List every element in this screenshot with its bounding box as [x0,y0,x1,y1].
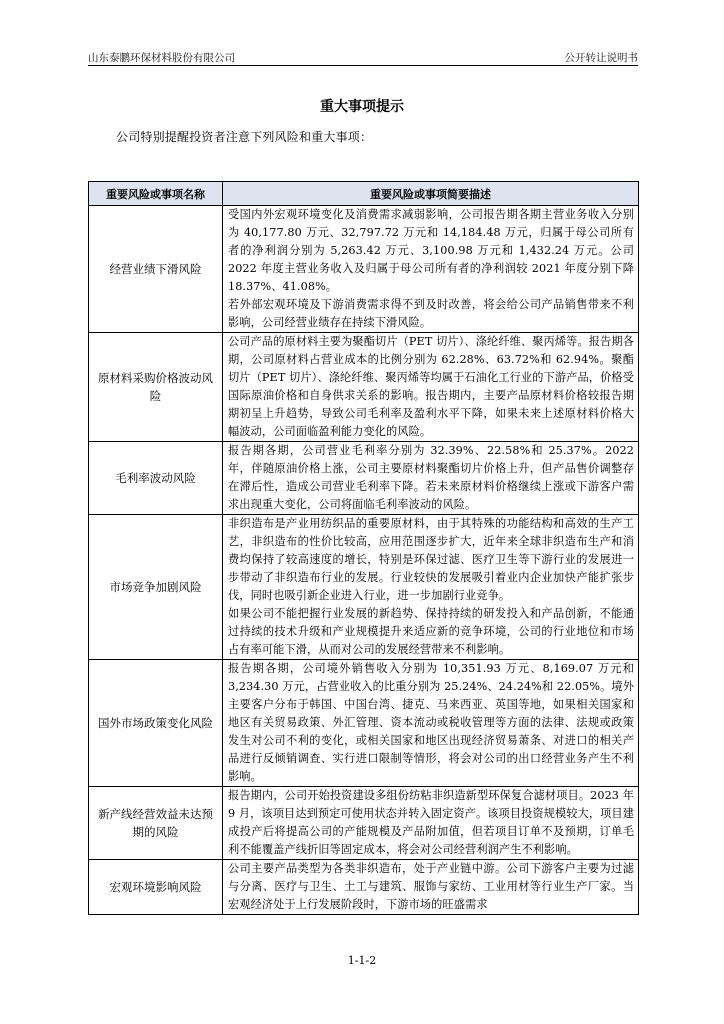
description-paragraph: 如果公司不能把握行业发展的新趋势、保持持续的研发投入和产品创新，不能通过持续的技术升级和产业规模提升来适应新的竞争环境，公司的行业地位和市场占有率可能下滑，从而对公司的发展经营带来不利影响。 [228,607,634,656]
risk-description [223,206,639,333]
risk-table [88,181,639,915]
column-header-name: 重要风险或事项名称 [89,182,223,206]
description-paragraph: 受国内外宏观环境变化及消费需求减弱影响，公司报告期各期主营业务收入分别为 40,177.80 万元、32,797.72 万元和 14,184.48 万元，归属于母公司所有者的净利润分别为 5,263.42 万元、3,100.98 万元和 1,432.24 万元。公司 2022 年度主营业务收入及归属于母公司所有者的净利润较 2021 年度分别下降 18.37%、41.08%。 [228,208,634,293]
table-row [89,206,639,333]
description-paragraph: 若外部宏观环境及下游消费需求得不到及时改善，将会给公司产品销售带来不利影响，公司经营业绩存在持续下滑风险。 [228,298,634,329]
risk-description [223,787,639,860]
risk-description [223,442,639,515]
header-company-name: 山东泰鹏环保材料股份有限公司 [88,52,235,64]
table-row [89,515,639,660]
risk-description [223,515,639,660]
risk-name: 经营业绩下滑风险 [89,206,223,333]
risk-name: 新产线经营效益未达预期的风险 [89,787,223,860]
risk-description [223,333,639,442]
risk-name: 毛利率波动风险 [89,442,223,515]
risk-name: 宏观环境影响风险 [89,860,223,915]
risk-name: 原材料采购价格波动风险 [89,333,223,442]
description-paragraph: 公司产品的原材料主要为聚酯切片（PET 切片）、涤纶纤维、聚丙烯等。报告期各期，公司原材料占营业成本的比例分别为 62.28%、63.72%和 62.94%。聚酯切片（PET 切片）、涤纶纤维、聚丙烯等均属于石油化工行业的下游产品，价格受国际原油价格和自身供求关系的影响。报告期内，主要产品原材料价格较报告期期初呈上升趋势，导致公司毛利率及盈利水平下降，如果未来上述原材料价格大幅波动，公司面临盈利能力变化的风险。 [228,335,634,438]
column-header-description: 重要风险或事项简要描述 [223,182,639,206]
description-paragraph: 报告期各期，公司营业毛利率分别为 32.39%、22.58%和 25.37%。2022 年，伴随原油价格上涨，公司主要原材料聚酯切片价格上升，但产品售价调整存在滞后性，造成公司营业毛利率下降。若未来原材料价格继续上涨或下游客户需求出现重大变化，公司将面临毛利率波动的风险。 [228,444,634,511]
table-row [89,860,639,915]
table-row [89,787,639,860]
table-row [89,660,639,787]
page-number: 1-1-2 [347,954,377,967]
risk-description [223,660,639,787]
description-paragraph: 公司主要产品类型为各类非织造布，处于产业链中游。公司下游客户主要为过滤与分离、医疗与卫生、土工与建筑、服饰与家纺、工业用材等行业生产厂家。当宏观经济处于上行发展阶段时，下游市场的旺盛需求 [228,862,634,911]
risk-name: 市场竞争加剧风险 [89,515,223,660]
header-document-type: 公开转让说明书 [564,52,638,64]
description-paragraph: 非织造布是产业用纺织品的重要原材料，由于其特殊的功能结构和高效的生产工艺，非织造布的性价比较高，应用范围逐步扩大，近年来全球非织造布生产和消费均保持了较高速度的增长，特别是环保过滤、医疗卫生等下游行业的发展进一步带动了非织造布行业的发展。行业较快的发展吸引着业内企业加快产能扩张步伐，同时也吸引新企业进入行业，进一步加剧行业竞争。 [228,517,634,602]
description-paragraph: 报告期各期，公司境外销售收入分别为 10,351.93 万元、8,169.07 万元和 3,234.30 万元，占营业收入的比重分别为 25.24%、24.24%和 22.05%。境外主要客户分布于韩国、中国台湾、捷克、马来西亚、英国等地，如果相关国家和地区有关贸易政策、外汇管理、资本流动或税收管理等方面的法律、法规或政策发生对公司不利的变化，或相关国家和地区出现经济贸易萧条、对进口的相关产品进行反倾销调查、实行进口限制等情形，将会对公司的出口经营业务产生不利影响。 [228,662,634,783]
risk-description [223,860,639,915]
risk-name: 国外市场政策变化风险 [89,660,223,787]
page-title: 重大事项提示 [320,99,404,115]
table-row [89,442,639,515]
table-header-row [89,182,639,206]
description-paragraph: 报告期内，公司开始投资建设多组份纺粘非织造新型环保复合滤材项目。2023 年 9 月，该项目达到预定可使用状态并转入固定资产。该项目投资规模较大，项目建成投产后将提高公司的产能规模及产品附加值，但若项目订单不及预期，订单毛利不能覆盖产线折旧等固定成本，将会对公司经营利润产生不利影响。 [228,789,634,856]
intro-text: 公司特别提醒投资者注意下列风险和重大事项： [116,130,373,144]
table-row [89,333,639,442]
page-header [88,48,638,66]
